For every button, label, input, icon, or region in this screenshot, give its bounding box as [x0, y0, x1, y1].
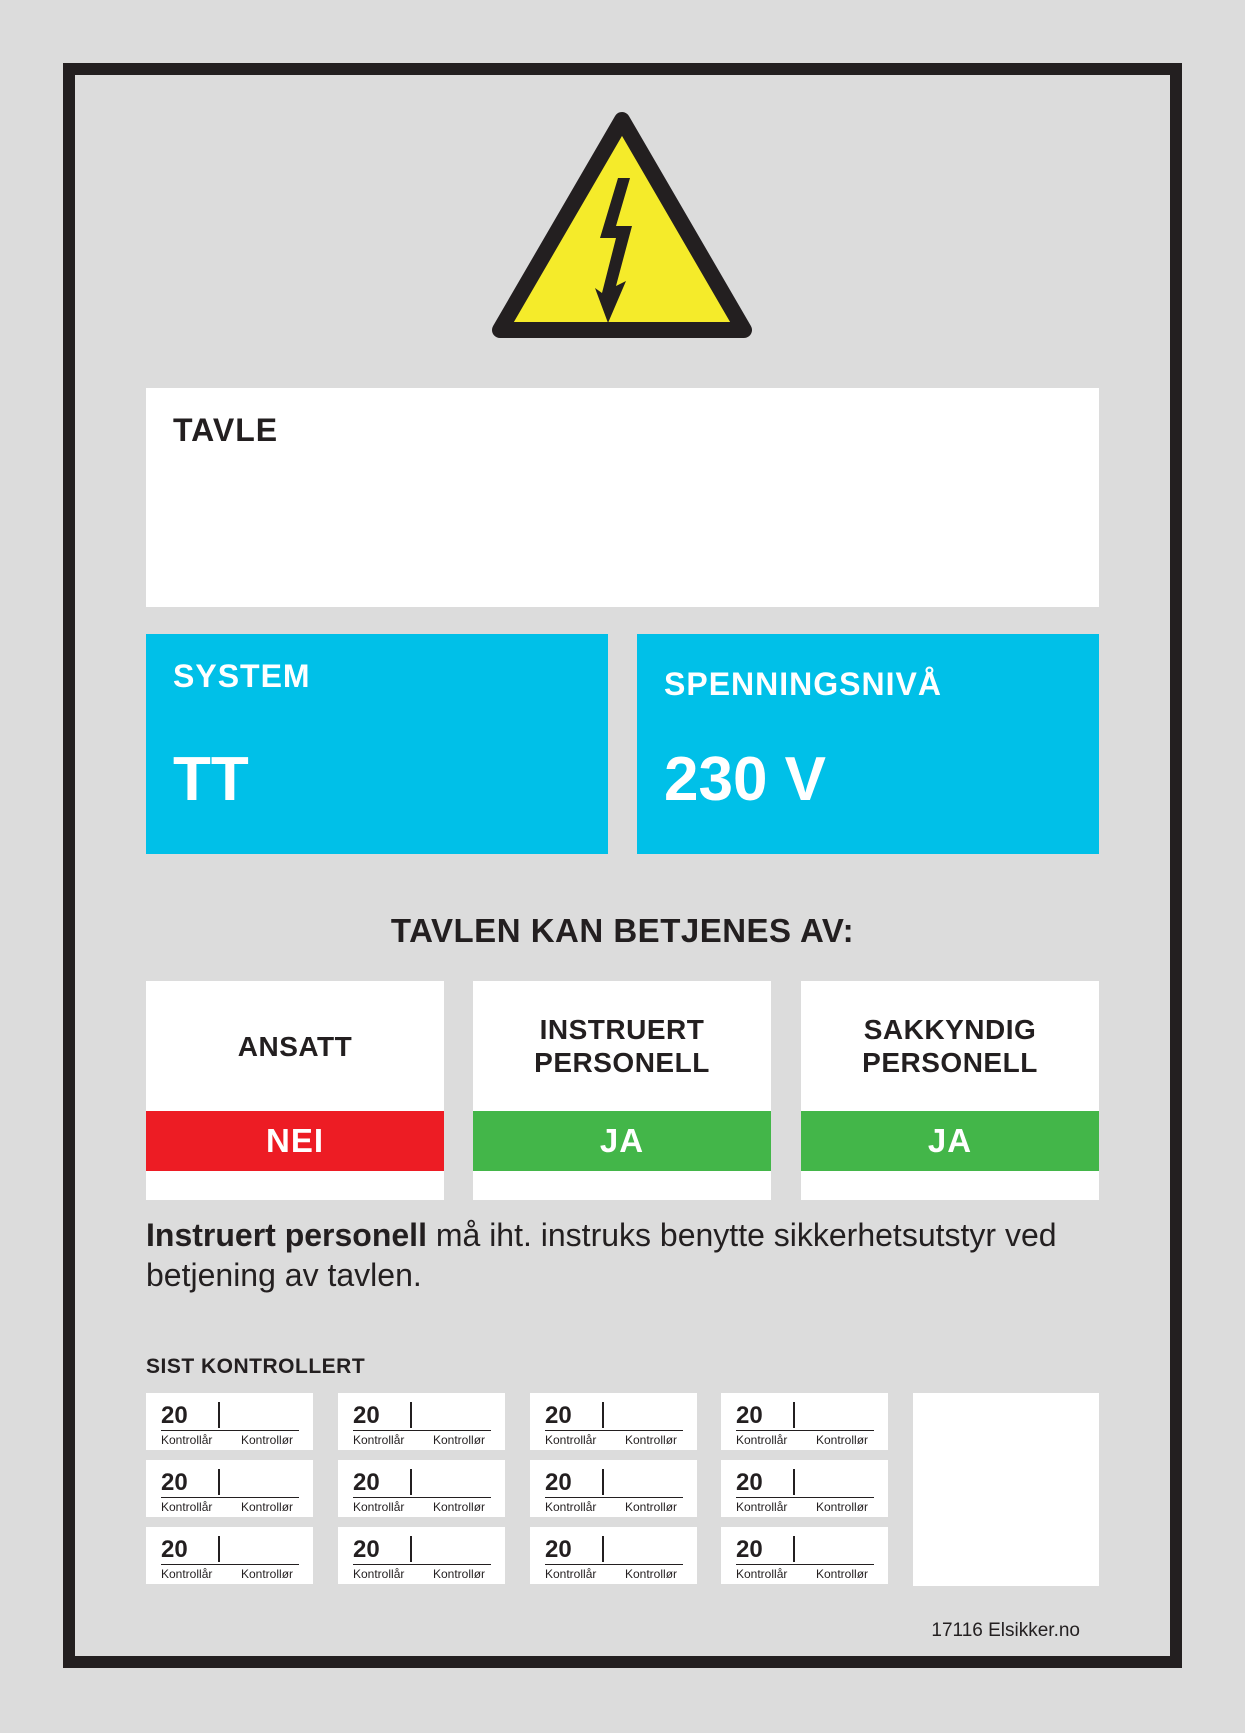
inspection-year-prefix: 20	[161, 1402, 188, 1429]
inspection-entry	[146, 1460, 313, 1517]
inspection-entry	[721, 1527, 888, 1584]
inspection-year-caption: Kontrollår	[545, 1567, 597, 1581]
inspection-year-caption: Kontrollår	[545, 1433, 597, 1447]
inspection-year-caption: Kontrollår	[353, 1433, 405, 1447]
high-voltage-warning-icon	[490, 108, 754, 342]
inspection-year-prefix: 20	[736, 1536, 763, 1563]
inspection-entry	[721, 1393, 888, 1450]
operator-name: INSTRUERT PERSONELL	[534, 1014, 710, 1078]
inspection-line	[353, 1497, 491, 1498]
operator-status-badge: JA	[473, 1111, 771, 1171]
operator-card-sakkyndig	[801, 981, 1099, 1200]
inspection-inspector-caption: Kontrollør	[433, 1433, 486, 1447]
inspection-year-prefix: 20	[353, 1536, 380, 1563]
inspection-divider	[410, 1469, 412, 1495]
operator-card-instruert	[473, 981, 771, 1200]
inspection-line	[736, 1564, 874, 1565]
inspection-stamp-area	[913, 1393, 1099, 1586]
operator-status-badge: NEI	[146, 1111, 444, 1171]
inspection-inspector-caption: Kontrollør	[625, 1433, 678, 1447]
inspection-divider	[218, 1402, 220, 1428]
inspection-year-caption: Kontrollår	[545, 1500, 597, 1514]
inspection-inspector-caption: Kontrollør	[241, 1567, 294, 1581]
inspection-inspector-caption: Kontrollør	[241, 1433, 294, 1447]
inspection-inspector-caption: Kontrollør	[625, 1500, 678, 1514]
inspection-line	[353, 1564, 491, 1565]
inspection-year-caption: Kontrollår	[353, 1567, 405, 1581]
note-emphasis: Instruert personell	[146, 1217, 427, 1253]
inspection-line	[736, 1430, 874, 1431]
inspection-divider	[410, 1402, 412, 1428]
inspection-year-caption: Kontrollår	[736, 1433, 788, 1447]
inspection-year-caption: Kontrollår	[353, 1500, 405, 1514]
inspection-inspector-caption: Kontrollør	[816, 1433, 869, 1447]
board-name-field	[146, 388, 1099, 607]
board-label: TAVLE	[173, 412, 279, 448]
inspection-divider	[793, 1469, 795, 1495]
inspection-year-prefix: 20	[353, 1469, 380, 1496]
instruction-note	[146, 1215, 1106, 1295]
operators-heading: TAVLEN KAN BETJENES AV:	[390, 912, 855, 949]
inspection-year-prefix: 20	[161, 1469, 188, 1496]
inspection-inspector-caption: Kontrollør	[816, 1500, 869, 1514]
operator-name: ANSATT	[237, 1030, 353, 1062]
inspection-divider	[602, 1402, 604, 1428]
inspection-entry	[146, 1393, 313, 1450]
inspection-line	[545, 1430, 683, 1431]
inspection-line	[161, 1430, 299, 1431]
operator-status-badge: JA	[801, 1111, 1099, 1171]
inspection-year-prefix: 20	[545, 1469, 572, 1496]
inspection-year-prefix: 20	[545, 1402, 572, 1429]
inspection-divider	[793, 1536, 795, 1562]
inspection-year-prefix: 20	[545, 1536, 572, 1563]
inspection-year-caption: Kontrollår	[161, 1500, 213, 1514]
voltage-value: 230 V	[664, 745, 827, 814]
inspection-year-caption: Kontrollår	[161, 1567, 213, 1581]
inspection-year-caption: Kontrollår	[736, 1500, 788, 1514]
inspection-entry	[530, 1527, 697, 1584]
voltage-panel	[637, 634, 1099, 854]
footer-code: 17116 Elsikker.no	[931, 1620, 1080, 1641]
inspection-entry	[338, 1460, 505, 1517]
note-text: må iht. instruks benytte sikkerhetsutstyr ved betjening av tavlen.	[146, 1217, 1057, 1293]
inspection-inspector-caption: Kontrollør	[625, 1567, 678, 1581]
inspection-entry	[721, 1460, 888, 1517]
inspection-year-caption: Kontrollår	[161, 1433, 213, 1447]
inspection-line	[736, 1497, 874, 1498]
inspection-divider	[218, 1469, 220, 1495]
inspection-divider	[410, 1536, 412, 1562]
inspection-year-caption: Kontrollår	[736, 1567, 788, 1581]
system-label: SYSTEM	[173, 658, 311, 694]
inspection-entry	[530, 1460, 697, 1517]
inspection-divider	[793, 1402, 795, 1428]
inspection-divider	[602, 1469, 604, 1495]
inspection-divider	[602, 1536, 604, 1562]
inspection-line	[353, 1430, 491, 1431]
operator-name: SAKKYNDIG PERSONELL	[862, 1014, 1038, 1078]
inspection-inspector-caption: Kontrollør	[433, 1500, 486, 1514]
inspection-entry	[146, 1527, 313, 1584]
system-panel	[146, 634, 608, 854]
inspection-entry	[338, 1527, 505, 1584]
voltage-label: SPENNINGSNIVÅ	[664, 666, 942, 702]
inspection-divider	[218, 1536, 220, 1562]
inspection-line	[545, 1564, 683, 1565]
inspection-line	[161, 1497, 299, 1498]
inspection-inspector-caption: Kontrollør	[241, 1500, 294, 1514]
inspection-heading: SIST KONTROLLERT	[146, 1355, 366, 1378]
inspection-year-prefix: 20	[353, 1402, 380, 1429]
inspection-entry	[338, 1393, 505, 1450]
inspection-entry	[530, 1393, 697, 1450]
inspection-year-prefix: 20	[161, 1536, 188, 1563]
inspection-line	[161, 1564, 299, 1565]
inspection-line	[545, 1497, 683, 1498]
inspection-inspector-caption: Kontrollør	[816, 1567, 869, 1581]
inspection-inspector-caption: Kontrollør	[433, 1567, 486, 1581]
inspection-year-prefix: 20	[736, 1469, 763, 1496]
system-value: TT	[173, 745, 249, 814]
operator-card-ansatt	[146, 981, 444, 1200]
inspection-year-prefix: 20	[736, 1402, 763, 1429]
